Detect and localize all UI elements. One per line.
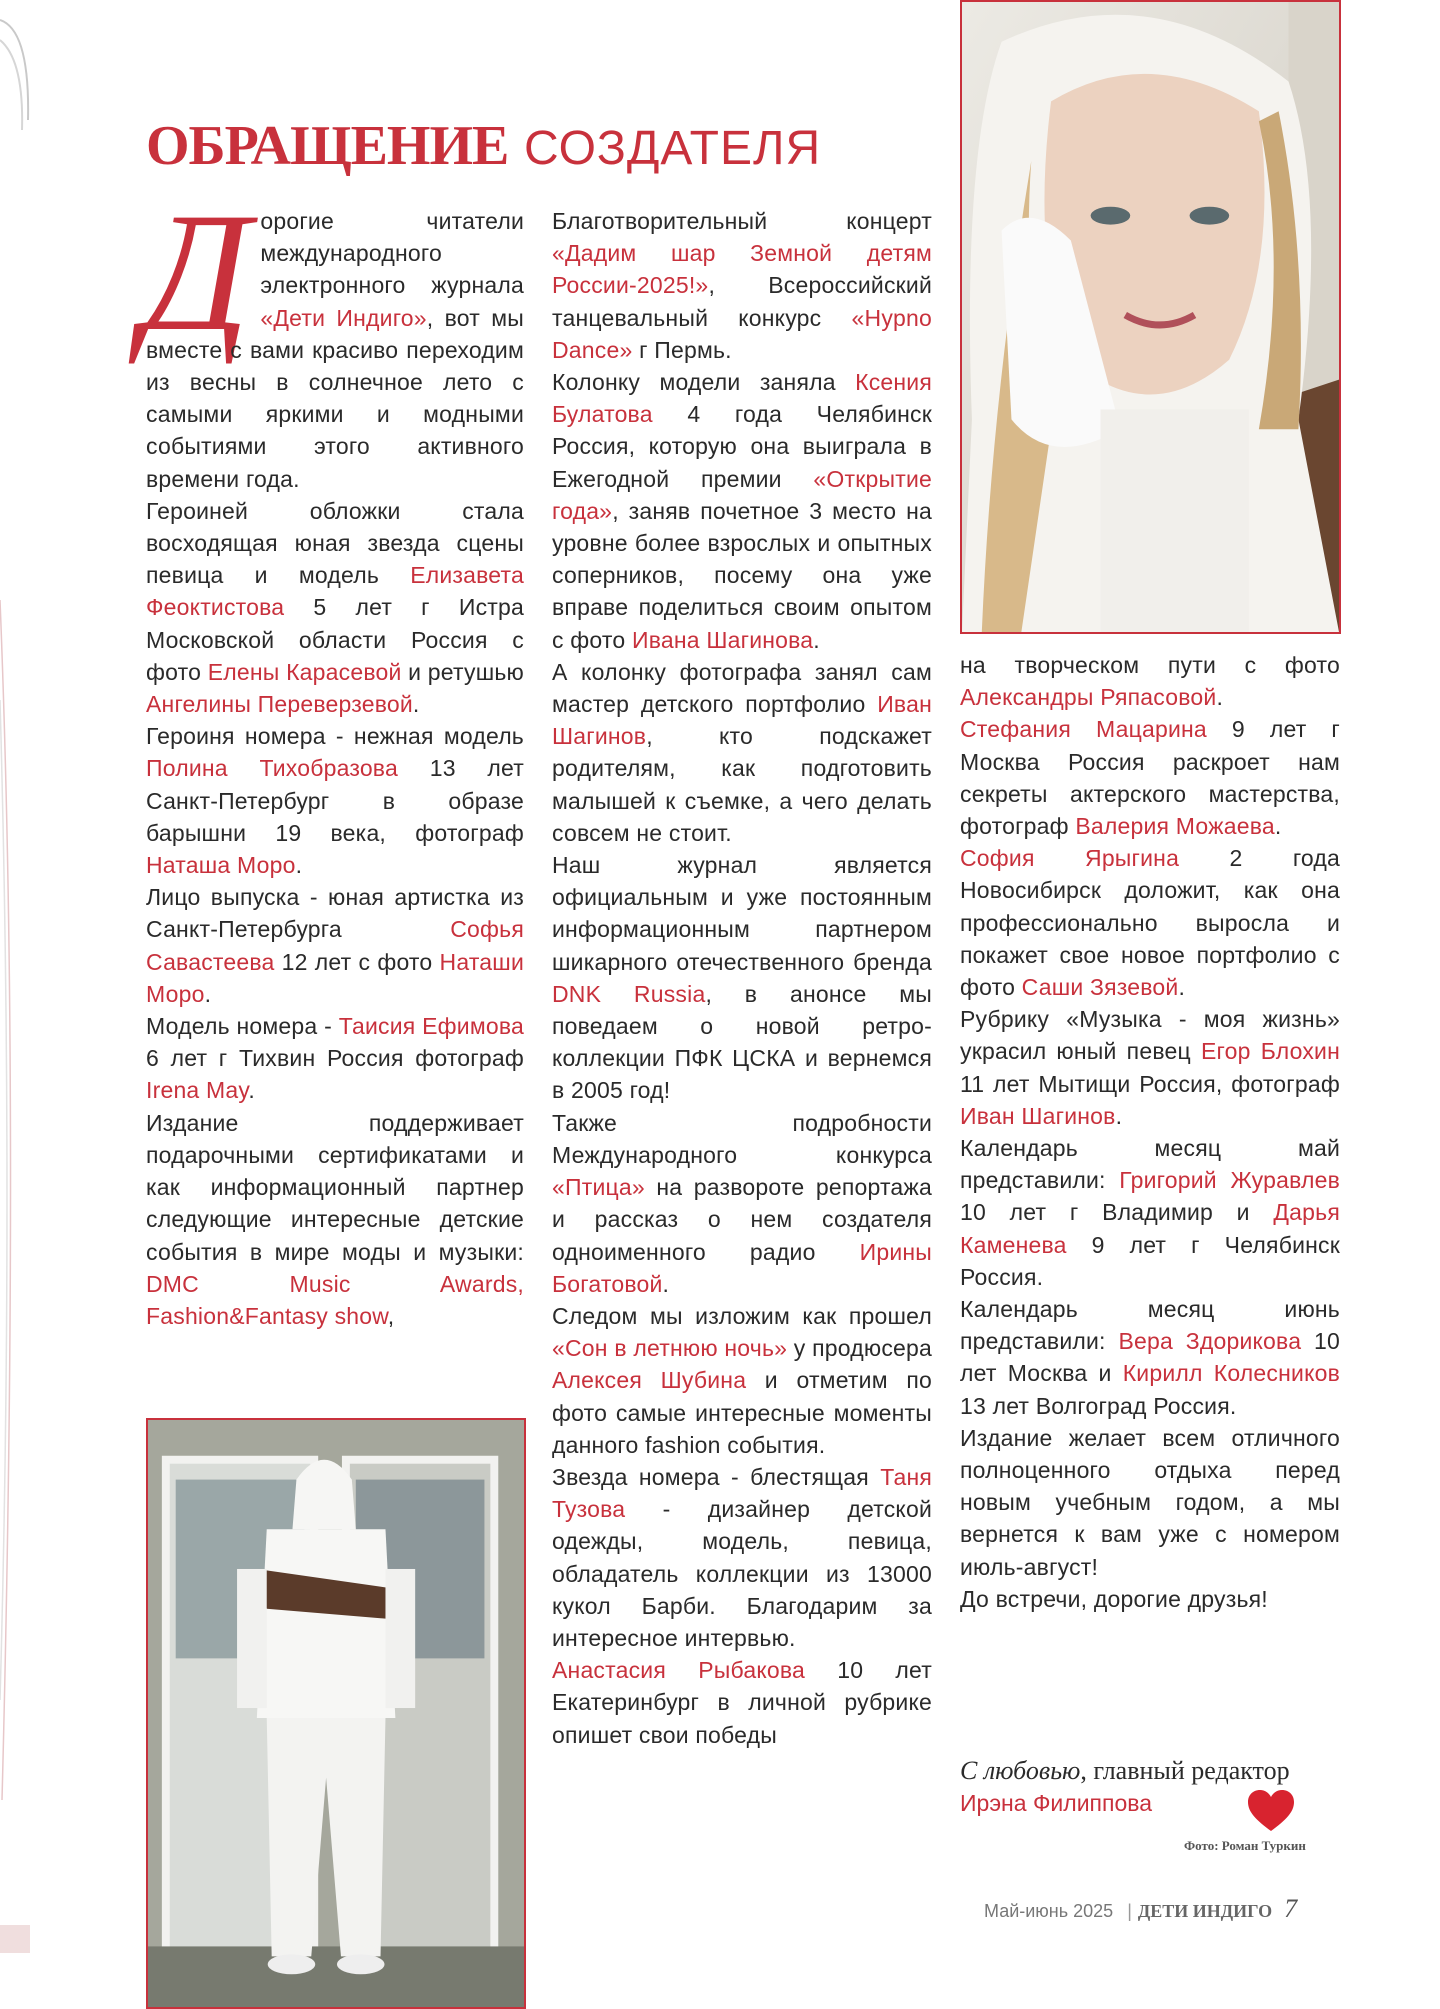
body-text: и ретушью [401, 658, 524, 685]
highlighted-name: Irena May [146, 1077, 249, 1104]
highlighted-name: Стефания Мацарина [960, 716, 1207, 743]
body-text: Колонку модели заняла [552, 369, 856, 396]
paragraph [146, 881, 524, 1010]
paragraph [552, 1107, 932, 1300]
text-column-1 [142, 178, 525, 1332]
body-text: , кто подскажет родителям, как подготовить малышей к съемке, а чего делать совсем не стоит. [552, 723, 932, 846]
highlighted-name: Егор Блохин [1200, 1038, 1340, 1065]
highlighted-name: «Сон в летнюю ночь» [552, 1335, 788, 1362]
highlighted-name: «Дети Индиго» [260, 304, 427, 331]
paragraph [960, 842, 1340, 1003]
paragraph [142, 178, 524, 495]
highlighted-name: Полина Тихобразова [146, 755, 398, 782]
highlighted-name: Таисия Ефимова [338, 1013, 525, 1040]
highlighted-name: Ирины Богатовой [552, 1238, 932, 1297]
body-text: . [295, 852, 303, 879]
body-text: у продюсера [787, 1335, 933, 1362]
highlighted-name: София Ярыгина [960, 845, 1180, 872]
body-text: и отметим по фото самые интересные моменты данного fashion события. [552, 1367, 932, 1458]
body-text: Звезда номера - блестящая [552, 1463, 881, 1490]
highlighted-name: «Дадим шар Земной детям России-2025!» [552, 240, 932, 299]
body-text: 9 лет г Челябинск Россия. [960, 1231, 1340, 1290]
portrait-illustration [962, 2, 1339, 632]
highlighted-name: Софья Савастеева [146, 916, 524, 975]
highlighted-name: «Hypno Dance» [552, 304, 932, 363]
body-text: А колонку фотографа занял сам мастер детского портфолио [552, 658, 932, 718]
body-text: , вот мы вместе с вами красиво переходим из весны в солнечное лето с самыми яркими и модными событиями этого активного времени года. [146, 304, 524, 492]
body-text: . [1178, 974, 1186, 1001]
body-text: Рубрику «Музыка - моя жизнь» украсил юный певец [960, 1006, 1340, 1065]
body-text: 10 лет г Владимир и [960, 1199, 1274, 1226]
highlighted-name: Иван Шагинов [552, 691, 932, 750]
paragraph [146, 495, 524, 720]
body-text: . [1216, 684, 1224, 711]
body-text: . [248, 1077, 255, 1104]
body-text: 13 лет Санкт-Петербург в образе барышни 19 века, фотограф [146, 755, 524, 846]
signature-role: , главный редактор [1080, 1756, 1290, 1785]
body-text: . [662, 1270, 670, 1297]
page-footer [984, 1894, 1297, 1924]
editor-full-length-photo [146, 1418, 526, 2009]
paragraph [960, 1583, 1340, 1615]
paragraph [552, 849, 932, 1107]
body-text: 5 лет г Истра Московской области Россия с фото [146, 594, 524, 685]
magazine-name: ДЕТИ ИНДИГО [1137, 1901, 1273, 1921]
issue-date: Май-июнь 2025 [984, 1901, 1114, 1921]
body-text: на развороте репортажа и рассказ о нем создателя одноименного радио [552, 1174, 932, 1265]
body-text: Календарь месяц июнь представили: [960, 1296, 1340, 1355]
body-text: . [1115, 1102, 1123, 1129]
page-title [146, 110, 821, 184]
body-text: , [387, 1302, 395, 1329]
body-text: Героиня номера - нежная модель [146, 723, 524, 750]
highlighted-name: Вера Здорикова [1118, 1328, 1302, 1355]
highlighted-name: Александры Ряпасовой [960, 684, 1217, 711]
body-text: 4 года Челябинск Россия, которую она выиграла в Ежегодной премии [552, 401, 932, 492]
paragraph [552, 1300, 932, 1461]
body-text: Модель номера - [146, 1013, 339, 1040]
body-text: Издание желает всем отличного полноценного отдыха перед новым учебным годом, а мы вернется к вам уже с номером июль-август! [960, 1424, 1340, 1580]
body-text: Следом мы изложим как прошел [552, 1302, 932, 1329]
paragraph [960, 1003, 1340, 1132]
photo-credit: Фото: Роман Туркин [1184, 1838, 1306, 1853]
paragraph [960, 649, 1340, 713]
paragraph [552, 205, 932, 366]
highlighted-name: Елизавета Феоктистова [146, 562, 524, 621]
body-text: До встречи, дорогие друзья! [960, 1585, 1268, 1612]
signature-name: Ирэна Филиппова [960, 1790, 1152, 1816]
title-part-2: СОЗДАТЕЛЯ [523, 122, 822, 175]
highlighted-name: DNK Russia [552, 980, 706, 1007]
body-text: . [204, 980, 212, 1007]
highlighted-name: Елены Карасевой [207, 658, 402, 685]
body-text: 6 лет г Тихвин Россия фотограф [146, 1045, 524, 1072]
body-text: 10 лет Москва и [960, 1328, 1340, 1387]
body-text: 13 лет Волгоград Россия. [960, 1392, 1237, 1419]
decorative-lines [0, 0, 40, 2009]
page-number: 7 [1284, 1894, 1298, 1923]
heart-icon [1248, 1790, 1294, 1832]
highlighted-name: Ксения Булатова [552, 369, 932, 428]
drop-cap: Д [142, 178, 251, 366]
body-text: , Всероссийский танцевальный конкурс [552, 272, 932, 331]
paragraph [146, 720, 524, 881]
editor-portrait-photo [960, 0, 1341, 634]
highlighted-name: «Птица» [552, 1174, 645, 1201]
body-text: Также подробности Международного конкурса [552, 1109, 932, 1168]
body-text: 2 года Новосибирск доложит, как она профессионально выросла и покажет свое новое портфолио с фото [960, 845, 1341, 1001]
footer-separator: | [1127, 1901, 1132, 1921]
paragraph [552, 1654, 932, 1751]
paragraph [146, 1107, 524, 1332]
paragraph [146, 1010, 524, 1107]
body-text: - дизайнер детской одежды, модель, певица, обладатель коллекции из 13000 кукол Барби. Благодарим за интересное интервью. [552, 1496, 932, 1651]
highlighted-name: Алексея Шубина [552, 1367, 747, 1394]
paragraph [960, 1422, 1340, 1583]
paragraph [960, 1132, 1340, 1293]
highlighted-name: Анастасия Рыбакова [552, 1657, 805, 1684]
highlighted-name: Таня Тузова [552, 1463, 932, 1523]
highlighted-name: Ангелины Переверзевой [146, 691, 413, 718]
highlighted-name: Григорий Журавлев [1119, 1167, 1340, 1194]
highlighted-name: Дарья Каменева [960, 1199, 1340, 1258]
full-length-illustration [148, 1420, 524, 2007]
body-text: Наш журнал является официальным и уже постоянным информационным партнером шикарного отечественного бренда [552, 852, 932, 975]
highlighted-name: Ивана Шагинова [631, 626, 814, 653]
body-text: 10 лет Екатеринбург в личной рубрике опишет свои победы [552, 1657, 932, 1748]
body-text: 11 лет Мытищи Россия, фотограф [960, 1070, 1340, 1097]
signature-salutation: С любовью [960, 1756, 1081, 1785]
text-column-3 [960, 649, 1340, 1615]
paragraph [552, 1461, 932, 1654]
body-text: на творческом пути с фото [960, 652, 1340, 678]
body-text: 12 лет с фото [274, 948, 440, 975]
paragraph [960, 713, 1340, 842]
body-text: г Пермь. [632, 336, 732, 363]
body-text: Издание поддерживает подарочными сертификатами и как информационный партнер следующие интересные детские события в мире моды и музыки: [146, 1109, 524, 1265]
body-text: Благотворительный концерт [552, 208, 932, 234]
body-text: орогие читатели международного электронного журнала [260, 208, 524, 299]
highlighted-name: Саши Зязевой [1021, 974, 1179, 1001]
highlighted-name: «Открытие года» [552, 465, 932, 524]
highlighted-name: Наташа Моро [146, 852, 296, 879]
highlighted-name: Валерия Можаева [1075, 813, 1275, 840]
paragraph [960, 1293, 1340, 1422]
body-text: 9 лет г Москва Россия раскроет нам секреты актерского мастерства, фотограф [960, 716, 1340, 840]
body-text: Календарь месяц май представили: [960, 1135, 1340, 1194]
body-text: , заняв почетное 3 место на уровне более взрослых и опытных соперников, посему она уже вправе поделиться своим опытом с фото [552, 497, 932, 653]
paragraph [552, 656, 932, 849]
body-text: . [412, 691, 420, 718]
text-column-2 [552, 205, 932, 1751]
body-text: Лицо выпуска - юная артистка из Санкт-Петербурга [146, 884, 524, 943]
highlighted-name: DMC Music Awards, Fashion&Fantasy show [146, 1270, 524, 1329]
highlighted-name: Наташи Моро [146, 948, 524, 1007]
body-text: . [813, 626, 820, 653]
body-text: Героиней обложки стала восходящая юная звезда сцены певица и модель [146, 497, 524, 589]
body-text: . [1274, 813, 1282, 840]
body-text: , в анонсе мы поведаем о новой ретро-коллекции ПФК ЦСКА и вернемся в 2005 год! [552, 980, 932, 1104]
highlighted-name: Кирилл Колесников [1122, 1360, 1340, 1387]
highlighted-name: Иван Шагинов [960, 1102, 1116, 1129]
title-part-1: ОБРАЩЕНИЕ [146, 115, 509, 177]
paragraph [552, 366, 932, 656]
